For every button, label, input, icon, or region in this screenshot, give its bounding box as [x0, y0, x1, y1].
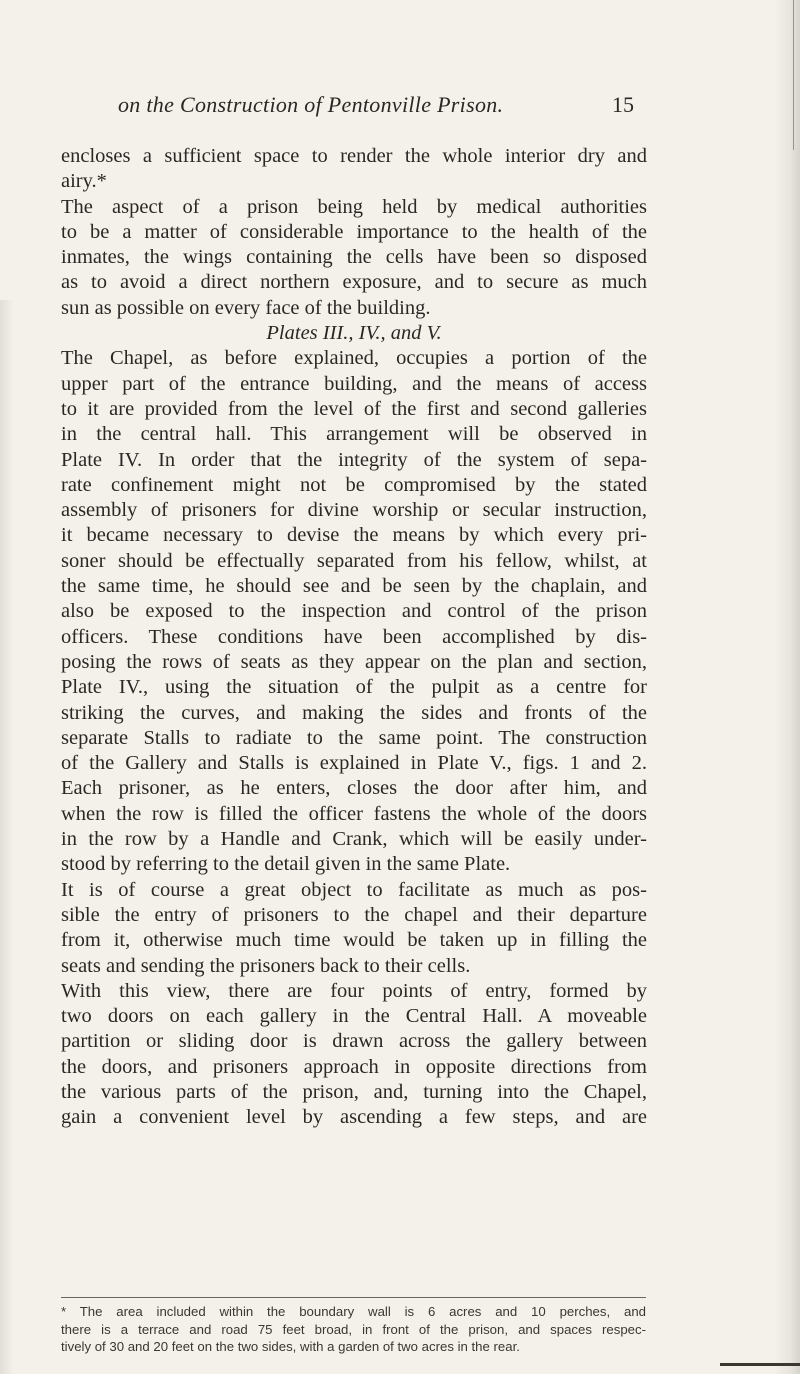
scan-shadow-left	[0, 300, 14, 1374]
body-text	[61, 144, 647, 1131]
footnote-line: there is a terrace and road 75 feet broad, in front of the prison, and spaces respec-	[61, 1321, 646, 1337]
body-line: seats and sending the prisoners back to their cells.	[61, 954, 471, 977]
page-edge-line	[793, 0, 794, 150]
body-line: posing the rows of seats as they appear on the plan and section,	[61, 650, 647, 673]
body-line: It is of course a great object to facilitate as much as pos-	[61, 878, 647, 901]
running-head: on the Construction of Pentonville Prison.	[118, 92, 504, 117]
body-line: The Chapel, as before explained, occupies a portion of the	[61, 347, 647, 370]
body-line: when the row is filled the officer fastens the whole of the doors	[61, 802, 647, 825]
body-line: inmates, the wings containing the cells have been so disposed	[61, 246, 647, 269]
body-line: officers. These conditions have been accomplished by dis-	[61, 625, 647, 648]
footnote-line: * The area included within the boundary wall is 6 acres and 10 perches, and	[61, 1304, 646, 1319]
body-line: soner should be effectually separated from his fellow, whilst, at	[61, 549, 647, 572]
body-line: gain a convenient level by ascending a few steps, and are	[61, 1106, 647, 1129]
body-line: in the row by a Handle and Crank, which will be easily under-	[61, 828, 647, 851]
body-line: rate confinement might not be compromised by the stated	[61, 473, 647, 496]
footnote-line: tively of 30 and 20 feet on the two sides, with a garden of two acres in the rear.	[61, 1339, 520, 1354]
footnote-rule	[61, 1297, 646, 1298]
scan-shadow-right	[774, 0, 800, 1374]
body-line: airy.*	[61, 170, 107, 193]
body-line: striking the curves, and making the sides and fronts of the	[61, 701, 647, 724]
body-line: upper part of the entrance building, and the means of access	[61, 372, 647, 395]
body-line: the same time, he should see and be seen by the chaplain, and	[61, 575, 647, 598]
body-line: sible the entry of prisoners to the chapel and their departure	[61, 903, 647, 926]
body-line: it became necessary to devise the means by which every pri-	[61, 524, 647, 547]
page-bottom-edge	[720, 1363, 800, 1366]
body-line: in the central hall. This arrangement will be observed in	[61, 423, 647, 446]
body-line: as to avoid a direct northern exposure, and to secure as much	[61, 271, 647, 294]
body-line: encloses a sufficient space to render the whole interior dry and	[61, 145, 647, 167]
body-line: Each prisoner, as he enters, closes the door after him, and	[61, 777, 647, 800]
page-number: 15	[612, 92, 634, 117]
body-line: to it are provided from the level of the first and second galleries	[61, 397, 647, 420]
body-line: With this view, there are four points of entry, formed by	[61, 979, 647, 1002]
body-line: Plate IV. In order that the integrity of the system of sepa-	[61, 448, 647, 471]
body-line: assembly of prisoners for divine worship or secular instruction,	[61, 499, 647, 522]
section-heading-plates: Plates III., IV., and V.	[266, 322, 442, 345]
body-line: to be a matter of considerable importance to the health of the	[61, 220, 647, 243]
body-line: partition or sliding door is drawn across the gallery between	[61, 1030, 647, 1053]
body-line: two doors on each gallery in the Central Hall. A moveable	[61, 1005, 647, 1028]
body-line: sun as possible on every face of the building.	[61, 296, 431, 319]
body-line: from it, otherwise much time would be taken up in filling the	[61, 929, 647, 952]
body-line: The aspect of a prison being held by medical authorities	[61, 195, 647, 218]
body-line: separate Stalls to radiate to the same point. The construction	[61, 726, 647, 749]
body-line: stood by referring to the detail given in the same Plate.	[61, 853, 511, 876]
body-line: the doors, and prisoners approach in opposite directions from	[61, 1055, 647, 1078]
body-line: of the Gallery and Stalls is explained in Plate V., figs. 1 and 2.	[61, 752, 647, 775]
body-line: Plate IV., using the situation of the pulpit as a centre for	[61, 676, 647, 699]
footnote	[61, 1303, 646, 1356]
body-line: the various parts of the prison, and, turning into the Chapel,	[61, 1080, 647, 1103]
body-line: also be exposed to the inspection and control of the prison	[61, 600, 647, 623]
